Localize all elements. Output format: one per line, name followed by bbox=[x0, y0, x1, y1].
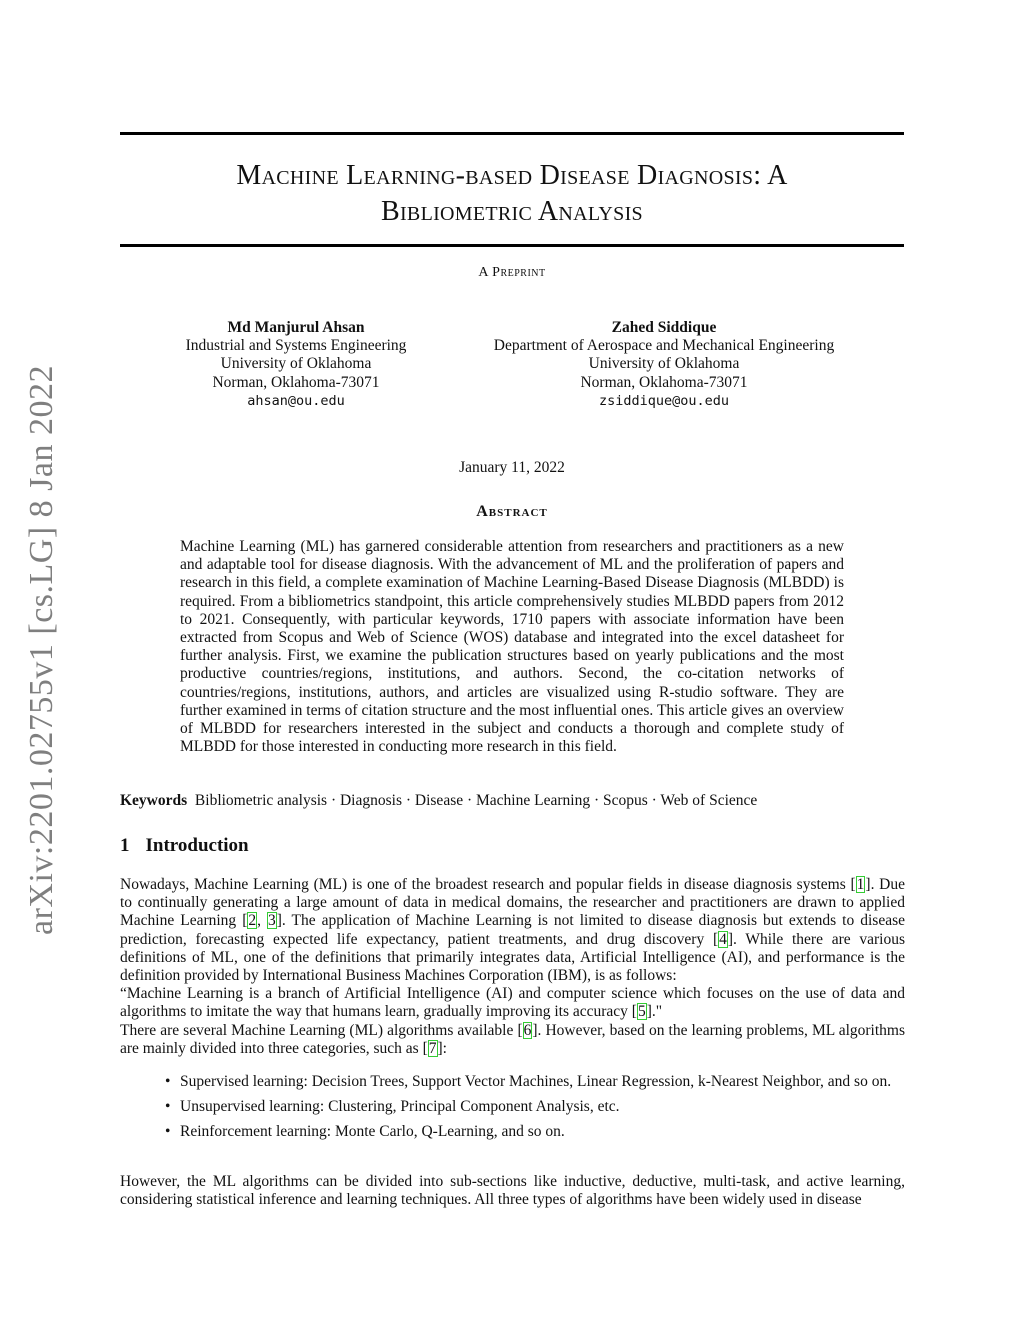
list-item: • Supervised learning: Decision Trees, Support Vector Machines, Linear Regression, k-Nearest Neighbor, and so on. bbox=[165, 1073, 905, 1091]
text-run: . However, based on the learning problems, ML algorithms are mainly divided into three categories, such as bbox=[120, 1021, 906, 1057]
abstract-text: Machine Learning (ML) has garnered considerable attention from researchers and practitioners as a new and adaptable tool for disease diagnosis. With the advancement of ML and the proliferation of papers and research in this field, a complete examination of Machine Learning-Based Disease Diagnosis (MLBDD) is required. From a bibliometrics standpoint, this article comprehensively studies MLBDD papers from 2012 to 2021. Consequently, with particular keywords, 1710 papers with associate information have been extracted from Scopus and Web of Science (WOS) database and integrated into the excel datasheet for further analysis. First, we examine the publication structures based on yearly publications and the most productive countries/regions, institutions, and authors. Second, the co-citation networks of countries/regions, institutions, authors, and articles are visualized using R-studio software. They are further examined in terms of citation structure and the most influential ones. This article gives an overview of MLBDD for researchers interested in the subject and conducts a thorough and complete study of MLBDD for those interested in conducting more research in this field. bbox=[180, 538, 844, 756]
author-location: Norman, Oklahoma-73071 bbox=[212, 373, 380, 391]
keywords-label: Keywords bbox=[120, 792, 188, 809]
citation-link[interactable]: 2 bbox=[248, 912, 257, 930]
author-name: Zahed Siddique bbox=[611, 319, 717, 336]
ml-categories-list bbox=[165, 1073, 905, 1149]
text-run: “Machine Learning is a branch of Artificial Intelligence (AI) and computer science which focuses on the use of data and algorithms to imitate the way that humans learn, gradually improving its accuracy bbox=[120, 985, 905, 1021]
text-run: Nowadays, Machine Learning (ML) is one of the broadest research and popular fields in disease diagnosis systems bbox=[120, 876, 851, 893]
author-university: University of Oklahoma bbox=[588, 355, 740, 373]
paper-title bbox=[120, 158, 904, 230]
author-department: Department of Aerospace and Mechanical Engineering bbox=[493, 337, 835, 355]
keywords-line bbox=[120, 792, 904, 810]
section-number: 1 bbox=[120, 835, 130, 856]
citation-link[interactable]: 1 bbox=[856, 876, 865, 893]
keywords-list: Bibliometric analysis · Diagnosis · Disease · Machine Learning · Scopus · Web of Science bbox=[194, 792, 758, 809]
arxiv-identifier: arXiv:2201.02755v1 [cs.LG] 8 Jan 2022 bbox=[23, 365, 60, 935]
author-name: Md Manjurul Ahsan bbox=[227, 319, 365, 336]
author-email[interactable]: ahsan@ou.edu bbox=[247, 392, 345, 409]
list-item: • Unsupervised learning: Clustering, Principal Component Analysis, etc. bbox=[165, 1098, 905, 1116]
intro-quote: “Machine Learning is a branch of Artificial Intelligence (AI) and computer science which focuses on the use of data and algorithms to imitate the way that humans learn, gradually improving its accuracy [5]." bbox=[120, 985, 905, 1021]
author-university: University of Oklahoma bbox=[220, 355, 372, 373]
author-department: Industrial and Systems Engineering bbox=[185, 337, 407, 355]
author-block bbox=[160, 319, 432, 410]
intro-paragraph-2: There are several Machine Learning (ML) algorithms available [6]. However, based on the learning problems, ML algorithms are mainly divided into three categories, such as [7]: bbox=[120, 1021, 906, 1057]
citation-link[interactable]: 6 bbox=[523, 1021, 532, 1039]
text-run: There are several Machine Learning (ML) algorithms available bbox=[120, 1021, 518, 1039]
list-item: • Reinforcement learning: Monte Carlo, Q-Learning, and so on. bbox=[165, 1123, 905, 1141]
intro-paragraph-3: However, the ML algorithms can be divided into sub-sections like inductive, deductive, multi-task, and active learning, considering statistical inference and learning techniques. All three types of algorithms have been widely used in disease bbox=[120, 1173, 905, 1209]
text-run: : bbox=[442, 1039, 447, 1057]
author-location: Norman, Oklahoma-73071 bbox=[580, 373, 748, 391]
citation-link[interactable]: 3 bbox=[268, 912, 276, 930]
abstract-heading: Abstract bbox=[476, 503, 548, 520]
section-title: Introduction bbox=[145, 835, 249, 856]
citation-link[interactable]: 5 bbox=[637, 1003, 646, 1021]
title-line-1: Machine Learning-based Disease Diagnosis: A bbox=[236, 160, 788, 191]
section-heading bbox=[120, 835, 249, 857]
publication-date: January 11, 2022 bbox=[459, 459, 565, 476]
author-email[interactable]: zsiddique@ou.edu bbox=[598, 392, 730, 409]
preprint-label: A Preprint bbox=[478, 265, 546, 280]
text-run: . The application of Machine Learning is not limited to disease diagnosis but extends to disease prediction, forecasting expected life expectancy, patient treatments, and drug discovery bbox=[120, 912, 906, 948]
title-top-rule bbox=[120, 132, 904, 135]
citation-link[interactable]: 7 bbox=[428, 1039, 437, 1057]
author-block bbox=[470, 319, 858, 410]
title-bottom-rule bbox=[120, 244, 904, 247]
title-line-2: Bibliometric Analysis bbox=[381, 196, 643, 227]
text-run: . While there are various definitions of ML, one of the definitions that primarily integrates data, Artificial Intelligence (AI), and performance is the definition provided by International Business Machines Corporation (IBM), is as follows: bbox=[120, 930, 905, 985]
citation-link[interactable]: 4 bbox=[719, 930, 727, 948]
introduction-body bbox=[120, 876, 905, 1058]
text-run: ." bbox=[651, 1003, 663, 1021]
text-run: . Due to continually generating a large amount of data in medical domains, the researcher and practitioners are drawn to applied Machine Learning bbox=[120, 876, 906, 930]
intro-paragraph-1: Nowadays, Machine Learning (ML) is one of the broadest research and popular fields in disease diagnosis systems [1]. Due to continually generating a large amount of data in medical domains, the researcher and practitioners are drawn to applied Machine Learning [2, 3]. The application of Machine Learning is not limited to disease diagnosis but extends to disease prediction, forecasting expected life expectancy, patient treatments, and drug discovery [4]. While there are various definitions of ML, one of the definitions that primarily integrates data, Artificial Intelligence (AI), and performance is the definition provided by International Business Machines Corporation (IBM), is as follows: bbox=[120, 876, 906, 985]
